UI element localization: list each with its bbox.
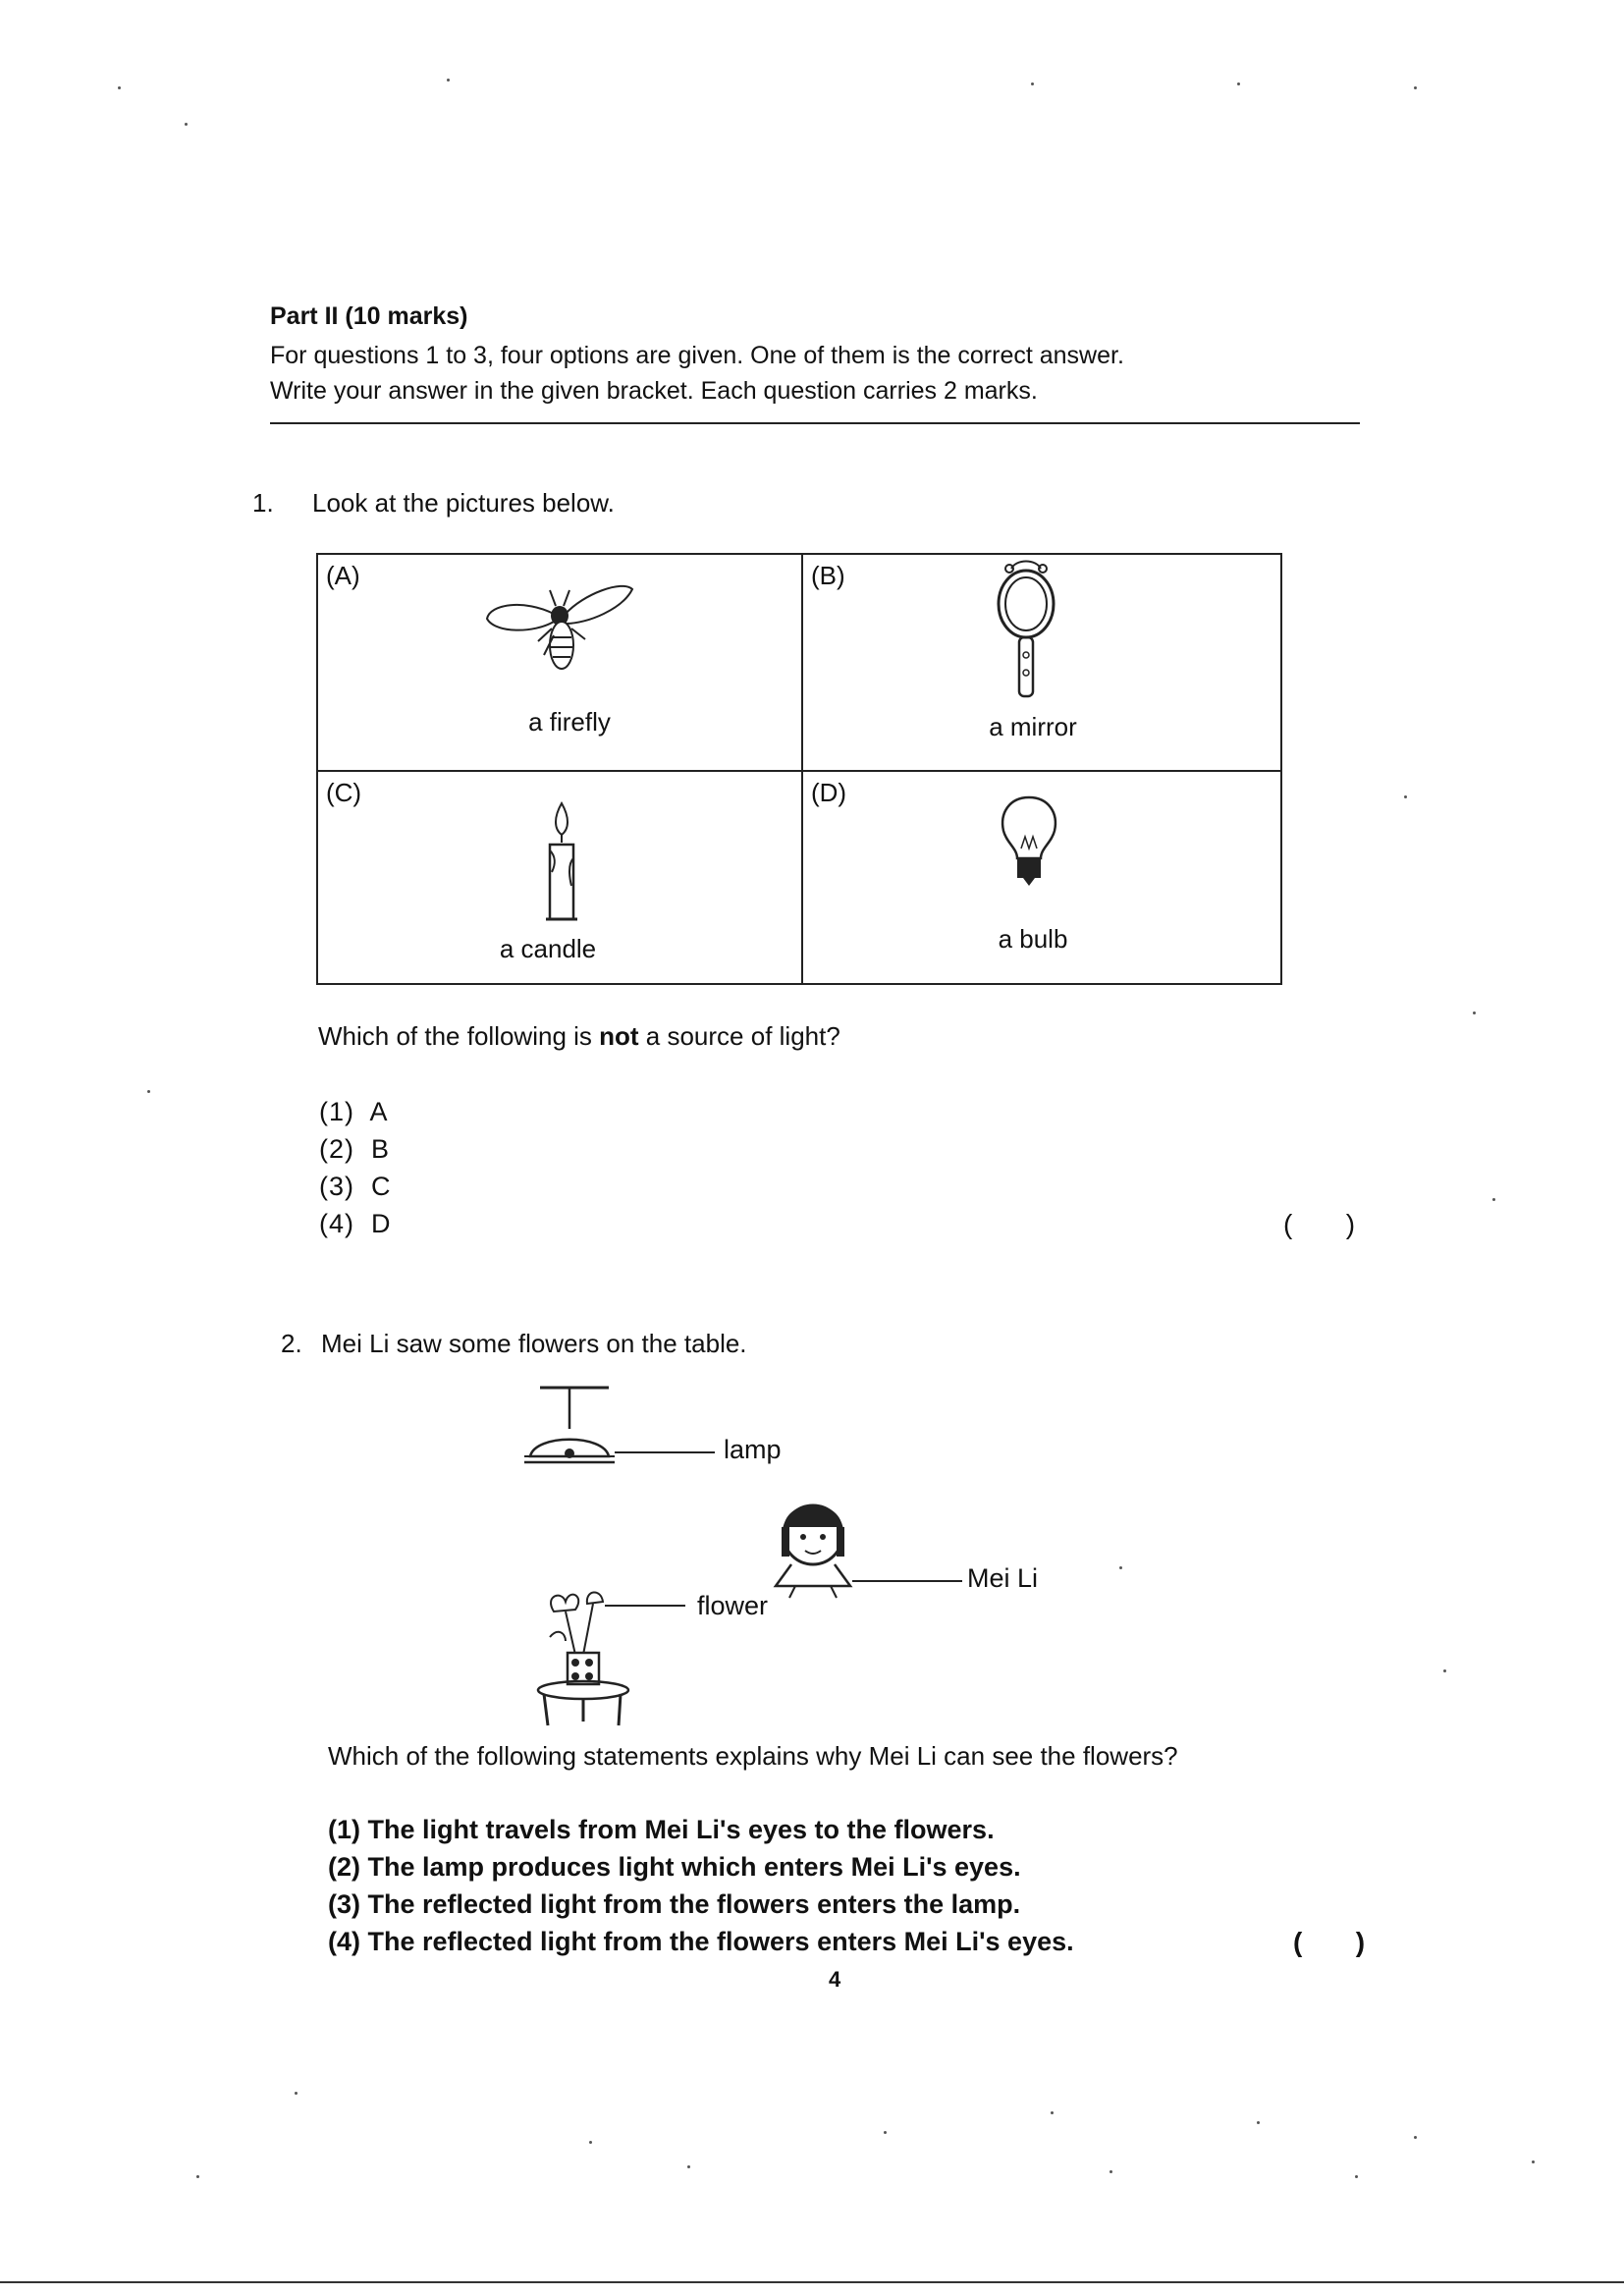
lamp-label: lamp (724, 1435, 782, 1464)
cell-a (318, 555, 801, 770)
header-divider (270, 422, 1360, 424)
cell-d-letter: (D) (811, 778, 847, 807)
part-title: Part II (10 marks) (270, 302, 468, 330)
question-1-number: 1. (252, 488, 274, 518)
question-1-text-pre: Which of the following is (318, 1021, 600, 1051)
candle-icon (542, 799, 581, 927)
q1-option-2: (2) B (319, 1134, 391, 1164)
question-2-text: Which of the following statements explains why Mei Li can see the flowers? (328, 1741, 1178, 1771)
q2-answer-bracket[interactable]: ( ) (1293, 1927, 1366, 1957)
cell-b-caption: a mirror (989, 712, 1077, 741)
cell-d-caption: a bulb (998, 924, 1068, 954)
picture-grid (316, 553, 1282, 985)
cell-b-letter: (B) (811, 561, 845, 590)
cell-c-caption: a candle (499, 934, 597, 963)
page-bottom-rule (0, 2281, 1624, 2283)
flower-table-icon (538, 1592, 628, 1725)
q1-option-1: (1) A (319, 1097, 389, 1126)
instruction-line-1: For questions 1 to 3, four options are given. One of them is the correct answer. (270, 342, 1124, 369)
q2-option-3: (3) The reflected light from the flowers enters the lamp. (328, 1889, 1021, 1919)
q1-answer-bracket[interactable]: ( ) (1283, 1209, 1356, 1239)
question-1-text (318, 1021, 840, 1052)
q2-option-2: (2) The lamp produces light which enters Mei Li's eyes. (328, 1852, 1021, 1882)
q2-option-1: (1) The light travels from Mei Li's eyes to the flowers. (328, 1815, 995, 1844)
mei-li-icon (776, 1505, 850, 1599)
question-2-number: 2. (281, 1329, 302, 1358)
mei-li-label: Mei Li (967, 1563, 1039, 1593)
question-1-prompt: Look at the pictures below. (312, 488, 615, 518)
lamp-icon (524, 1388, 615, 1462)
mirror-icon (992, 557, 1060, 704)
q1-option-3: (3) C (319, 1172, 392, 1201)
cell-d (803, 772, 1282, 985)
firefly-icon (475, 574, 642, 683)
question-1-text-emphasis: not (599, 1021, 639, 1051)
cell-a-caption: a firefly (528, 707, 611, 737)
bulb-icon (998, 793, 1060, 892)
cell-a-letter: (A) (326, 561, 360, 590)
q1-option-4: (4) D (319, 1209, 392, 1238)
room-illustration (511, 1380, 1218, 1733)
page-number: 4 (829, 1967, 841, 1992)
q2-option-4: (4) The reflected light from the flowers enters Mei Li's eyes. (328, 1927, 1074, 1956)
flower-label: flower (697, 1591, 769, 1620)
question-2-prompt: Mei Li saw some flowers on the table. (321, 1329, 747, 1358)
question-1-text-post: a source of light? (638, 1021, 840, 1051)
cell-b (803, 555, 1282, 770)
instruction-line-2: Write your answer in the given bracket. Each question carries 2 marks. (270, 377, 1038, 405)
cell-c (318, 772, 801, 985)
cell-c-letter: (C) (326, 778, 362, 807)
